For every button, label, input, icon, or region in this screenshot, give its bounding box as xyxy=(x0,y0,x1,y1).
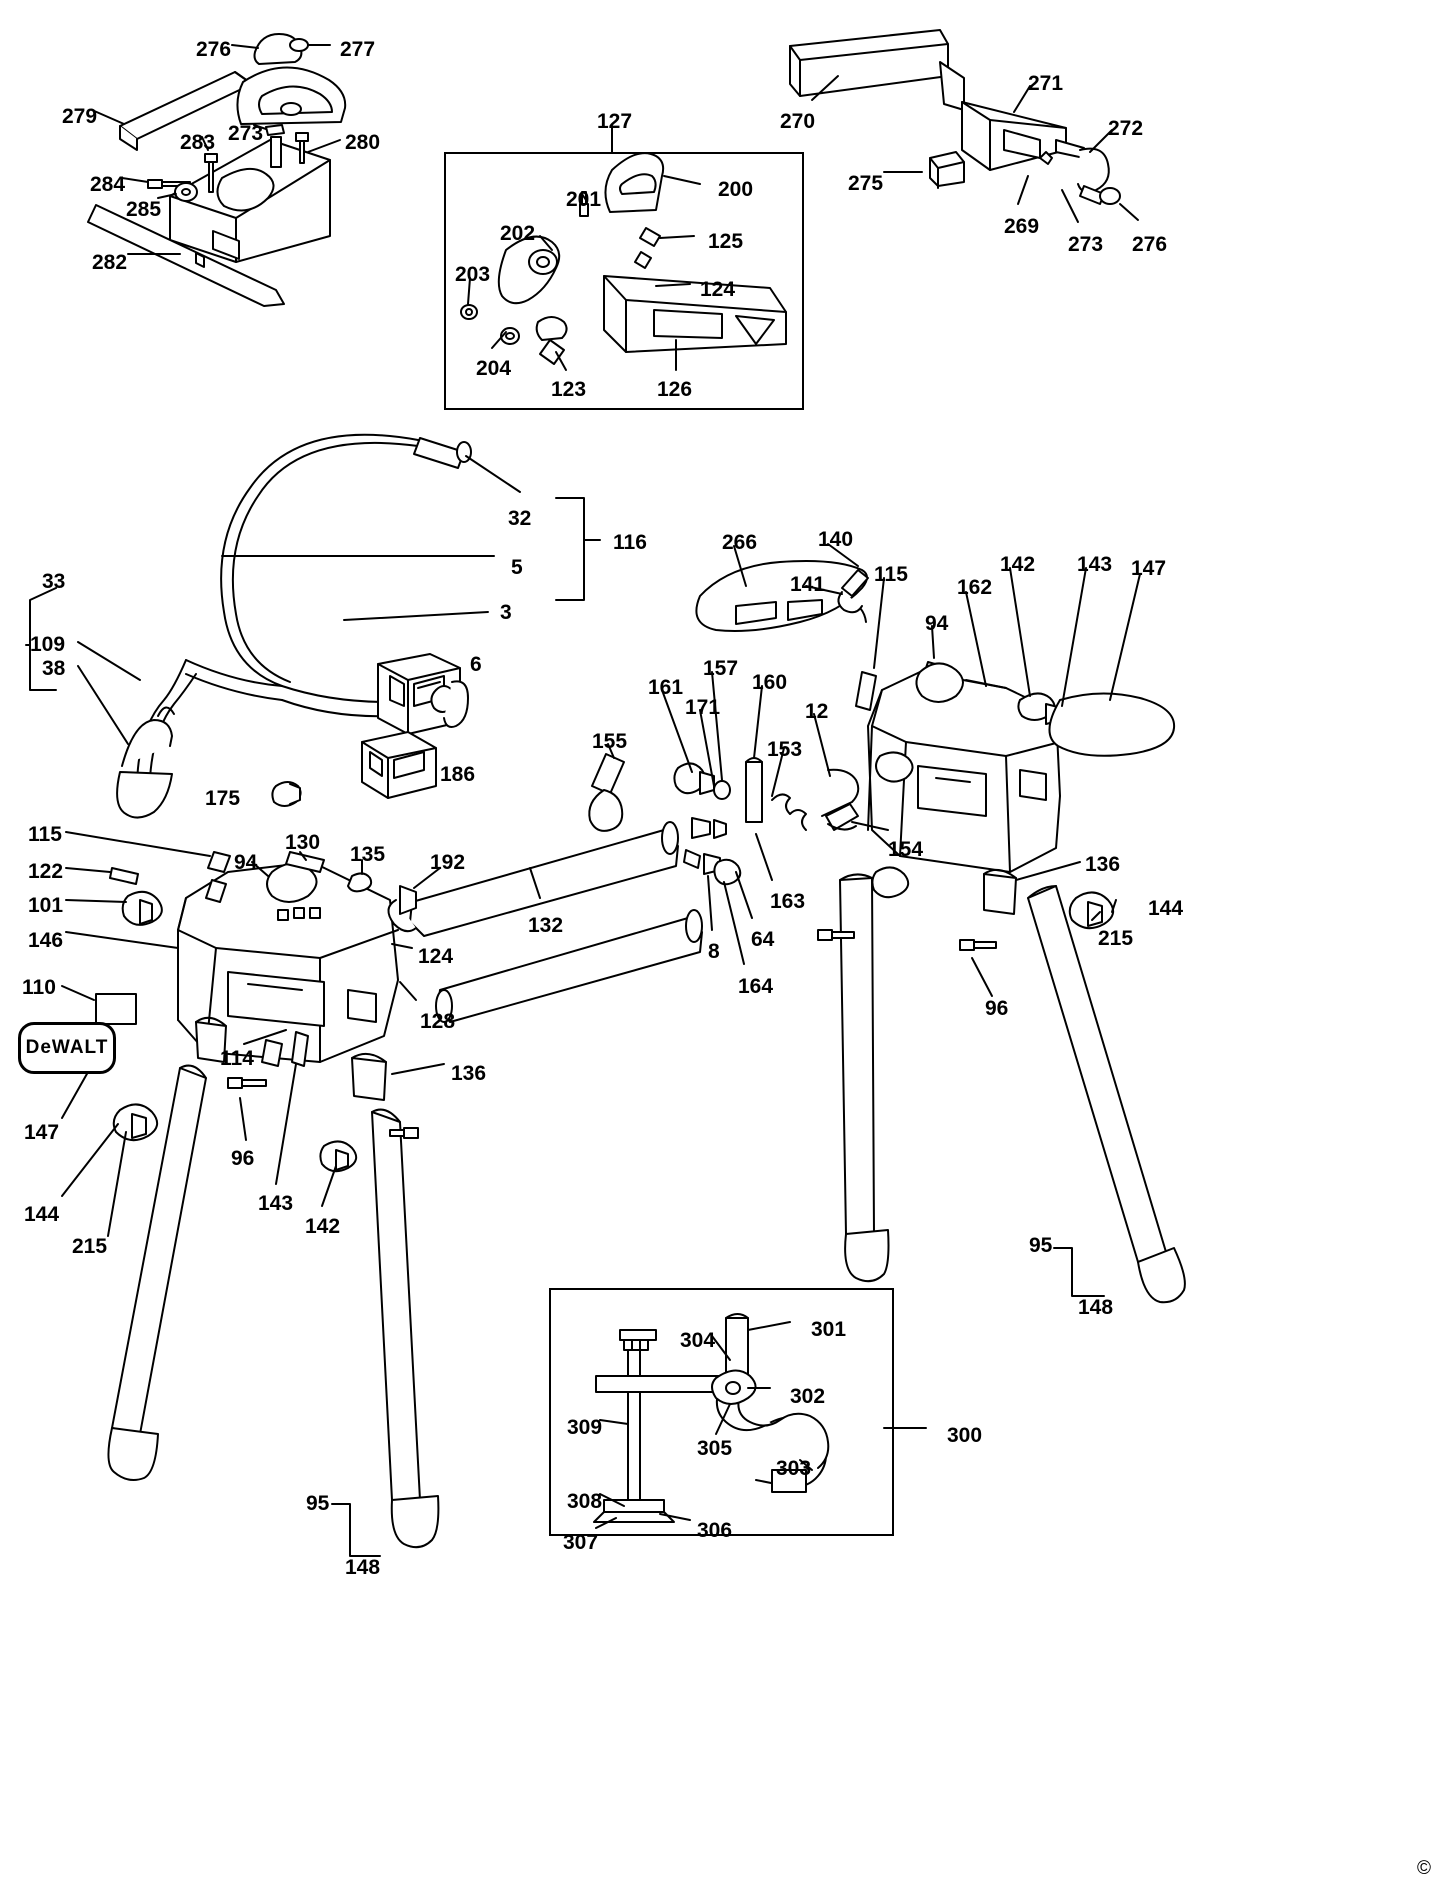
callout-300: 300 xyxy=(947,1424,983,1447)
callout-280: 280 xyxy=(345,131,381,154)
callout-144: 144 xyxy=(24,1203,60,1226)
callout-308: 308 xyxy=(567,1490,603,1513)
callout-122: 122 xyxy=(28,860,64,883)
callout-115: 115 xyxy=(28,823,62,846)
callout-124: 124 xyxy=(700,278,736,301)
callout-155: 155 xyxy=(592,730,628,753)
callout-277: 277 xyxy=(340,38,376,61)
callout-272: 272 xyxy=(1108,117,1144,140)
callout-125: 125 xyxy=(708,230,744,253)
callout-215: 215 xyxy=(1098,927,1134,950)
callout-157: 157 xyxy=(703,657,739,680)
callout-130: 130 xyxy=(285,831,321,854)
callout-38: 38 xyxy=(42,657,66,680)
callout-124: 124 xyxy=(418,945,454,968)
callout-144: 144 xyxy=(1148,897,1184,920)
callout-126: 126 xyxy=(657,378,693,401)
callout-5: 5 xyxy=(511,556,523,579)
callout-186: 186 xyxy=(440,763,476,786)
callout-305: 305 xyxy=(697,1437,733,1460)
callout-132: 132 xyxy=(528,914,564,937)
callout-148: 148 xyxy=(345,1556,381,1579)
callout-33: 33 xyxy=(42,570,66,593)
callout-161: 161 xyxy=(648,676,684,699)
callout-200: 200 xyxy=(718,178,754,201)
callout-127: 127 xyxy=(597,110,633,133)
callout-142: 142 xyxy=(1000,553,1036,576)
callout-153: 153 xyxy=(767,738,803,761)
callout-284: 284 xyxy=(90,173,126,196)
callout-273: 273 xyxy=(1068,233,1104,256)
callout-160: 160 xyxy=(752,671,788,694)
callout-110: 110 xyxy=(22,976,56,999)
callout-94: 94 xyxy=(925,612,949,635)
copyright-mark: © xyxy=(1417,1858,1431,1879)
callout-301: 301 xyxy=(811,1318,847,1341)
callout-215: 215 xyxy=(72,1235,108,1258)
callout-3: 3 xyxy=(500,601,512,624)
callout-123: 123 xyxy=(551,378,587,401)
callout-115: 115 xyxy=(874,563,908,586)
callout-128: 128 xyxy=(420,1010,456,1033)
callout-96: 96 xyxy=(985,997,1009,1020)
callout-302: 302 xyxy=(790,1385,826,1408)
callout-114: 114 xyxy=(220,1047,254,1070)
callout-12: 12 xyxy=(805,700,829,723)
callout-304: 304 xyxy=(680,1329,716,1352)
callout-203: 203 xyxy=(455,263,491,286)
callout-266: 266 xyxy=(722,531,758,554)
callout-201: 201 xyxy=(566,188,602,211)
callout-64: 64 xyxy=(751,928,775,951)
callout-32: 32 xyxy=(508,507,532,530)
callout-283: 283 xyxy=(180,131,216,154)
callout-171: 171 xyxy=(685,696,721,719)
brand-logo xyxy=(18,1022,116,1074)
callout-306: 306 xyxy=(697,1519,733,1542)
callout-175: 175 xyxy=(205,787,241,810)
callout-135: 135 xyxy=(350,843,386,866)
callout-273: 273 xyxy=(228,122,264,145)
callout-6: 6 xyxy=(470,653,482,676)
callout-271: 271 xyxy=(1028,72,1064,95)
callout-269: 269 xyxy=(1004,215,1040,238)
callout-101: 101 xyxy=(28,894,64,917)
callout-164: 164 xyxy=(738,975,774,998)
callout-148: 148 xyxy=(1078,1296,1114,1319)
callout-147: 147 xyxy=(1131,557,1167,580)
callout-8: 8 xyxy=(708,940,720,963)
callout-163: 163 xyxy=(770,890,806,913)
callout-143: 143 xyxy=(1077,553,1113,576)
callout-140: 140 xyxy=(818,528,854,551)
callout-202: 202 xyxy=(500,222,536,245)
callout-143: 143 xyxy=(258,1192,294,1215)
callout-192: 192 xyxy=(430,851,466,874)
callout-142: 142 xyxy=(305,1215,341,1238)
callout-276: 276 xyxy=(196,38,232,61)
callout-94: 94 xyxy=(234,851,258,874)
callout-275: 275 xyxy=(848,172,884,195)
callout-95: 95 xyxy=(306,1492,330,1515)
callout-276: 276 xyxy=(1132,233,1168,256)
callout-147: 147 xyxy=(24,1121,60,1144)
callout-95: 95 xyxy=(1029,1234,1053,1257)
callout-154: 154 xyxy=(888,838,924,861)
callout-307: 307 xyxy=(563,1531,599,1554)
callout-116: 116 xyxy=(613,531,647,554)
callout-96: 96 xyxy=(231,1147,255,1170)
callout-162: 162 xyxy=(957,576,993,599)
callout-279: 279 xyxy=(62,105,98,128)
callout-136: 136 xyxy=(1085,853,1121,876)
callout-309: 309 xyxy=(567,1416,603,1439)
callout-270: 270 xyxy=(780,110,816,133)
callout-141: 141 xyxy=(790,573,826,596)
callout-303: 303 xyxy=(776,1457,812,1480)
callout-282: 282 xyxy=(92,251,128,274)
callout-146: 146 xyxy=(28,929,64,952)
callout-136: 136 xyxy=(451,1062,487,1085)
brand-logo-text: DeWALT xyxy=(25,1037,109,1058)
callout-204: 204 xyxy=(476,357,512,380)
callout-285: 285 xyxy=(126,198,162,221)
callout-109: 109 xyxy=(30,633,66,656)
